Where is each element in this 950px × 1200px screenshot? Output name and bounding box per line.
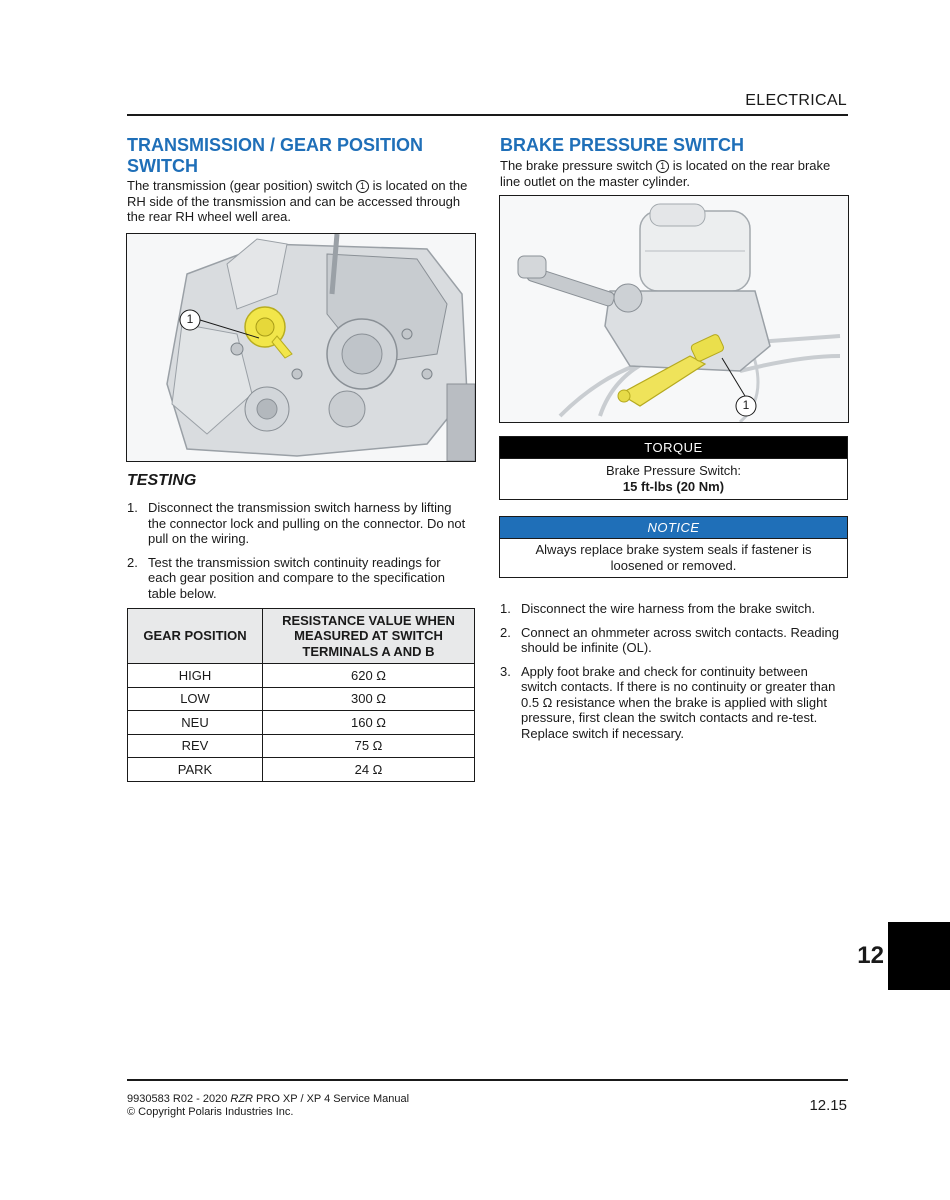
step-number: 2. (127, 554, 138, 570)
gear-cell: REV (128, 734, 263, 758)
table-row (128, 711, 475, 735)
footer-doc-number: 9930583 R02 - 2020 (127, 1093, 231, 1105)
step-number: 2. (500, 624, 511, 640)
column-header-gear: GEAR POSITION (128, 609, 263, 664)
resistance-cell: 300 Ω (263, 687, 475, 711)
table-row (128, 734, 475, 758)
gear-cell: PARK (128, 758, 263, 782)
column-header-resistance: RESISTANCE VALUE WHEN MEASURED AT SWITCH TERMINALS A AND B (263, 609, 475, 664)
table-row (128, 687, 475, 711)
list-item (500, 625, 847, 656)
step-text: Disconnect the wire harness from the brake switch. (521, 601, 816, 616)
notice-box (499, 516, 848, 578)
chapter-tab-marker (888, 922, 950, 990)
gear-cell: LOW (128, 687, 263, 711)
testing-heading: TESTING (127, 472, 197, 489)
footer-rule (127, 1079, 848, 1081)
footer-copyright: © Copyright Polaris Industries Inc. (127, 1106, 294, 1118)
notice-heading: NOTICE (500, 517, 847, 538)
brake-figure (499, 195, 849, 423)
intro-text-end: is located on the RH side of the transmission and can be accessed through the rear RH wheel well area. (127, 178, 468, 224)
list-item (500, 601, 847, 617)
footer-manual-info (127, 1093, 627, 1119)
step-number: 3. (500, 663, 511, 679)
list-item (127, 500, 472, 547)
intro-text-start: The transmission (gear position) switch (127, 178, 353, 193)
gear-cell: HIGH (128, 664, 263, 688)
table-header-row (128, 609, 475, 664)
page-number: 12.15 (809, 1097, 847, 1114)
list-item (500, 664, 847, 742)
transmission-switch-title: TRANSMISSION / GEAR POSITION SWITCH (127, 135, 424, 176)
figure-callout-label: 1 (742, 398, 750, 412)
section-header: ELECTRICAL (745, 92, 847, 109)
figure-callout-label: 1 (186, 312, 194, 326)
footer-manual-title (127, 1093, 627, 1106)
resistance-cell: 160 Ω (263, 711, 475, 735)
torque-value: 15 ft-lbs (20 Nm) (622, 479, 725, 494)
resistance-spec-table (127, 608, 475, 782)
transmission-illustration (127, 234, 475, 461)
torque-body (500, 458, 847, 499)
intro-text-start: The brake pressure switch (500, 158, 653, 173)
step-text: Apply foot brake and check for continuity between switch contacts. If there is no continuity or greater than 0.5 Ω resistance when the brake is applied with slight pressure, first clean the switch contacts and re-test. Replace switch if necessary. (521, 663, 836, 741)
brake-switch-title: BRAKE PRESSURE SWITCH (500, 135, 745, 155)
transmission-figure (126, 233, 476, 462)
step-number: 1. (500, 601, 511, 616)
resistance-cell: 620 Ω (263, 664, 475, 688)
brake-switch-intro (500, 158, 850, 189)
transmission-test-steps (127, 500, 472, 609)
brake-illustration (500, 196, 848, 422)
callout-marker: 1 (356, 180, 369, 193)
footer-model-italic: RZR (230, 1093, 253, 1105)
table-row (128, 664, 475, 688)
torque-label: Brake Pressure Switch: (605, 463, 742, 478)
resistance-cell: 24 Ω (263, 758, 475, 782)
gear-cell: NEU (128, 711, 263, 735)
brake-test-steps (500, 601, 847, 749)
transmission-switch-intro (127, 178, 472, 225)
resistance-cell: 75 Ω (263, 734, 475, 758)
intro-text-end: is located on the rear brake line outlet on the master cylinder. (500, 158, 831, 189)
step-text: Test the transmission switch continuity readings for each gear position and compare to the specification table below. (148, 554, 446, 601)
step-text: Disconnect the transmission switch harness by lifting the connector lock and pulling on the connector. Do not pull on the wiring. (148, 500, 466, 546)
callout-marker: 1 (656, 160, 669, 173)
header-rule (127, 114, 848, 116)
notice-text: Always replace brake system seals if fastener is loosened or removed. (500, 538, 847, 577)
footer-manual-name: PRO XP / XP 4 Service Manual (252, 1093, 410, 1105)
list-item (127, 555, 472, 602)
chapter-number: 12 (857, 942, 884, 969)
torque-box (499, 436, 848, 500)
table-row (128, 758, 475, 782)
step-text: Connect an ohmmeter across switch contacts. Reading should be infinite (OL). (521, 624, 839, 655)
step-number: 1. (127, 500, 138, 515)
torque-heading: TORQUE (500, 437, 847, 458)
